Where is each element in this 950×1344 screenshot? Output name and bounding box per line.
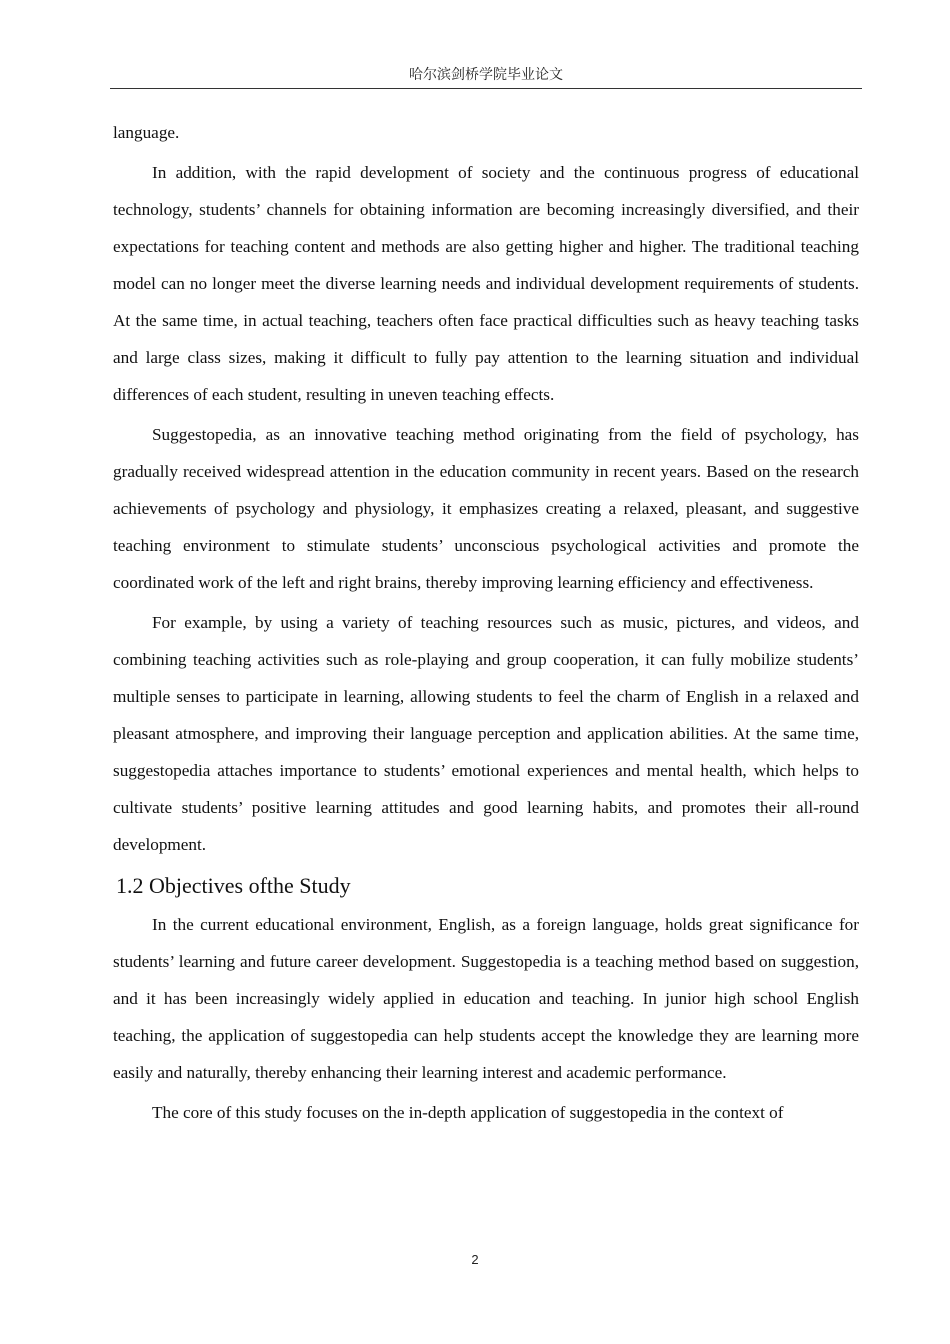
section-heading: 1.2 Objectives ofthe Study [116, 873, 351, 898]
paragraph: Suggestopedia, as an innovative teaching method originating from the field of psychology, has gradually received widespread attention in the education community in recent years. Based on the research achievements of psychology and physiology, it emphasizes creating a relaxed, pleasant, and suggestive teaching environment to stimulate students’ unconscious psychological activities and promote the coordinated work of the left and right brains, thereby improving learning efficiency and effectiveness. [113, 425, 859, 592]
page-header: 哈尔滨剑桥学院毕业论文 [409, 67, 563, 83]
page-number: 2 [471, 1252, 479, 1267]
paragraph: The core of this study focuses on the in-depth application of suggestopedia in the context of [152, 1103, 784, 1122]
paragraph-continuation: language. [113, 123, 180, 142]
paragraph: In addition, with the rapid development of society and the continuous progress of educational technology, students’ channels for obtaining information are becoming increasingly diversified, and their expectations for teaching content and methods are also getting higher and higher. The traditional teaching model can no longer meet the diverse learning needs and individual development requirements of students. At the same time, in actual teaching, teachers often face practical difficulties such as heavy teaching tasks and large class sizes, making it difficult to fully pay attention to the learning situation and individual differences of each student, resulting in uneven teaching effects. [113, 163, 859, 404]
paragraph: In the current educational environment, English, as a foreign language, holds great significance for students’ learning and future career development. Suggestopedia is a teaching method based on suggestion, and it has been increasingly widely applied in education and teaching. In junior high school English teaching, the application of suggestopedia can help students accept the knowledge they are learning more easily and naturally, thereby enhancing their learning interest and academic performance. [113, 915, 859, 1082]
header-divider [110, 88, 862, 89]
document-body [113, 114, 859, 1134]
paragraph: For example, by using a variety of teaching resources such as music, pictures, and videos, and combining teaching activities such as role-playing and group cooperation, it can fully mobilize students’ multiple senses to participate in learning, allowing students to feel the charm of English in a relaxed and pleasant atmosphere, and improving their language perception and application abilities. At the same time, suggestopedia attaches importance to students’ emotional experiences and mental health, which helps to cultivate students’ positive learning attitudes and good learning habits, and promotes their all-round development. [113, 613, 859, 854]
